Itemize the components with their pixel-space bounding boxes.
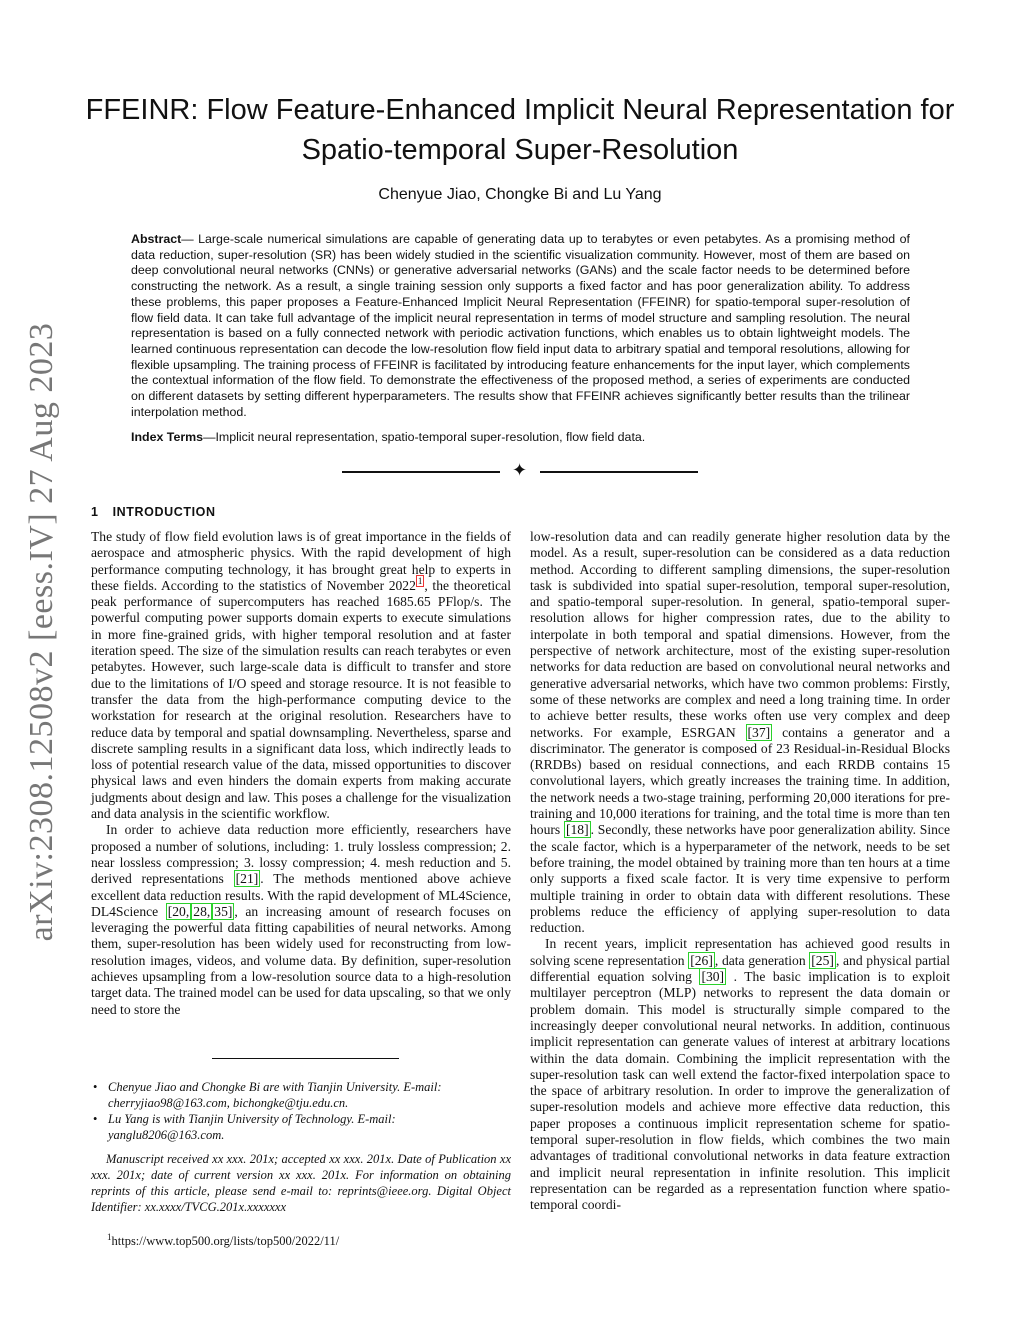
author-affiliations <box>91 1079 511 1143</box>
paragraph <box>530 936 950 1213</box>
author-list: Chenyue Jiao, Chongke Bi and Lu Yang <box>378 186 662 203</box>
citation-link[interactable]: [18] <box>565 822 589 838</box>
section-title: INTRODUCTION <box>112 505 216 519</box>
abstract-label: Abstract <box>131 232 182 246</box>
divider-line-right <box>540 471 698 473</box>
footnote-rule <box>212 1058 399 1059</box>
citation-link[interactable]: [20, <box>167 903 190 919</box>
citation-link[interactable]: [21] <box>235 871 259 887</box>
divider-line-left <box>342 471 500 473</box>
index-terms-text: —Implicit neural representation, spatio-temporal super-resolution, flow field data. <box>203 430 646 444</box>
section-divider <box>340 462 700 482</box>
text-run: In recent years, implicit representation has achieved good results in solving scene representation <box>530 936 950 968</box>
divider-star-icon: ✦ <box>512 460 528 480</box>
text-run: . Secondly, these networks have poor generalization ability. Since the scale factor, which is a hyperparameter of the network, needs to be set before training, the model obtained by training more than ten hours at a time only supports a fixed scale factor. It is very time expensive to perform multiple training in order to obtain data with different resolutions. These problems reduce the efficiency of applying super-resolution to data reduction. <box>530 822 950 936</box>
abstract-text: — Large-scale numerical simulations are capable of generating data up to terabytes or even petabytes. As a promising method of data reduction, super-resolution (SR) has been widely studied in the scientific visualization community. However, most of them are based on deep convolutional neural networks (CNNs) or generative adversarial networks (GANs) and the scale factor needs to be determined before constructing the network. As a result, a single training session only supports a fixed factor and has poor generalization ability. To address these problems, this paper proposes a Feature-Enhanced Implicit Neural Representation (FFEINR) for spatio-temporal super-resolution of flow field data. It can take full advantage of the implicit neural representation in terms of model structure and sampling resolution. The neural representation is based on a fully connected network with periodic activation functions, which enables us to obtain lightweight models. The learned continuous representation can decode the low-resolution flow field input data to arbitrary spatial and temporal resolutions, allowing for flexible upsampling. The training process of FFEINR is facilitated by introducing feature enhancements for the input layer, which complements the contextual information of the flow field. To demonstrate the effectiveness of the proposed method, a series of experiments are conducted on different datasets by setting different hyperparameters. The results show that FFEINR achieves significantly better results than the trilinear interpolation method. <box>131 232 910 419</box>
text-run: . The methods mentioned above achieve excellent data reduction results. With the rapid development of ML4Science, DL4Science <box>91 871 511 919</box>
index-terms <box>131 430 910 446</box>
citation-link[interactable]: [26] <box>690 952 713 968</box>
text-run: . The basic implication is to exploit multilayer perceptron (MLP) networks to represent the data domain or problem domain. This model is structurally simple compared to the increasingly deeper convolutional neural networks. In addition, continuous implicit representation can generate values of interest at arbitrary locations within the data domain. Combining the implicit representation with the super-resolution task can well extend the factor-fixed interpolation space to the space of arbitrary resolution. In order to improve the generalization of super-resolution models and achieve more effective data reduction, this paper proposes a continuous implicit representation scheme for spatio-temporal super-resolution in flow fields, which combines the two main advantages of traditional convolutional networks in data feature extraction and implicit neural representation in infinite resolution. This implicit representation can be regarded as a representation function where spatio-temporal coordi- <box>530 969 951 1213</box>
footnote-mark: 1 <box>107 1232 112 1242</box>
manuscript-note: Manuscript received xx xxx. 201x; accepted xx xxx. 201x. Date of Publication xx xxx. 201x; date of current version xx xxx. 201x. For information on obtaining reprints of this article, please send e-mail to: reprints@ieee.org. Digital Object Identifier: xx.xxxx/TVCG.201x.xxxxxxx <box>91 1152 511 1214</box>
paragraph <box>91 822 511 1018</box>
affiliation-item: • Chenyue Jiao and Chongke Bi are with Tianjin University. E-mail: cherryjiao98@163.com, bichongke@tju.edu.cn. <box>91 1079 511 1111</box>
citation-link[interactable]: 28, <box>193 903 211 919</box>
left-column <box>91 529 511 1018</box>
footnote-link-text[interactable]: https://www.top500.org/lists/top500/2022/11/ <box>111 1234 340 1249</box>
paper-title: FFEINR: Flow Feature-Enhanced Implicit Neural Representation for Spatio-temporal Super-Resolution <box>85 94 955 166</box>
abstract <box>131 232 910 420</box>
citation-link[interactable]: [25] <box>811 952 834 968</box>
footnote-url <box>107 1232 339 1249</box>
section-number: 1 <box>91 505 99 519</box>
affiliation-item: • Lu Yang is with Tianjin University of Technology. E-mail: yanglu8206@163.com. <box>91 1111 511 1143</box>
citation-link[interactable]: [30] <box>701 969 725 985</box>
text-run: low-resolution data and can readily generate higher resolution data by the model. As a result, super-resolution can be considered as a data reduction method. According to different sampling dimensions, the super-resolution task is subdivided into spatial super-resolution, temporal super-resolution, and spatio-temporal super-resolution. In general, spatio-temporal super-resolution allows for higher compression rates, due to the ability to interpolate in both temporal and spatial dimensions. However, from the perspective of network architecture, most of the existing super-resolution networks for data reduction are based on convolutional neural networks and generative adversarial networks, which have two common problems: Firstly, some of these networks are complex and need a long training time. In order to achieve better results, these works often use very complex and deep networks. For example, ESRGAN <box>530 529 950 740</box>
text-run: The study of flow field evolution laws is of great importance in the fields of aerospace and atmospheric physics. With the rapid development of high performance computing technology, it has brought great help to experts in these fields. According to the statistics of November 2022 <box>91 529 511 593</box>
text-run: contains a generator and a discriminator. The generator is composed of 23 Residual-in-Residual Blocks (RRDBs) based on residual connections, and each RRDB contains 15 convolutional layers, which greatly increases the training time. In addition, the network needs a two-stage training, performing 20,000 iterations for pre-training and 10,000 iterations for training, and the total time is more than ten hours <box>530 724 950 838</box>
citation-link[interactable]: [37] <box>747 724 771 740</box>
paragraph <box>530 529 950 936</box>
citation-link[interactable]: 35] <box>214 903 233 919</box>
index-terms-label: Index Terms <box>131 430 204 444</box>
text-run: , data generation <box>714 952 810 968</box>
text-run: , an increasing amount of research focuses on leveraging the powerful data fitting capabilities of neural networks. Among them, super-resolution has been widely used for reconstructing from low-resolution images, videos, and volume data. By definition, super-resolution achieves upsampling from a low-resolution source data to a high-resolution target data. The trained model can be used for data upscaling, so that we only need to store the <box>91 903 512 1017</box>
text-run: , and physical partial differential equation solving <box>530 952 950 985</box>
text-run: In order to achieve data reduction more efficiently, researchers have proposed a number of solutions, including: 1. truly lossless compression; 2. near lossless compression; 3. lossy compression; 4. mesh reduction and 5. derived representations <box>91 822 511 887</box>
section-heading <box>91 505 216 519</box>
right-column <box>530 529 950 1213</box>
text-run: , the theoretical peak performance of supercomputers has reached 1685.65 PFlop/s. The powerful computing power supports domain experts to execute simulations in more fine-grained grids, with higher temporal resolution and at faster iteration speed. The size of the simulation results can reach terabytes or even petabytes. However, such large-scale data is difficult to transfer and store due to the limitations of I/O speed and storage resource. It is not feasible to transfer the data from the high-performance computing device to the workstation for research at the original resolution. Researchers have to reduce data by temporal and spatial downsampling. Nevertheless, sparse and discrete sampling results in a significant data loss, which indirectly leads to loss of potential research value of the data, missed opportunities to discover physical laws and even hinders the domain experts from making accurate judgments about design and law. This poses a challenge for the visualization and data analysis in the scientific workflow. <box>91 577 511 822</box>
footnote-link[interactable]: 1 <box>417 576 423 587</box>
paragraph <box>91 529 511 822</box>
arxiv-identifier-stamp: arXiv:2308.12508v2 [eess.IV] 27 Aug 2023 <box>23 322 60 942</box>
